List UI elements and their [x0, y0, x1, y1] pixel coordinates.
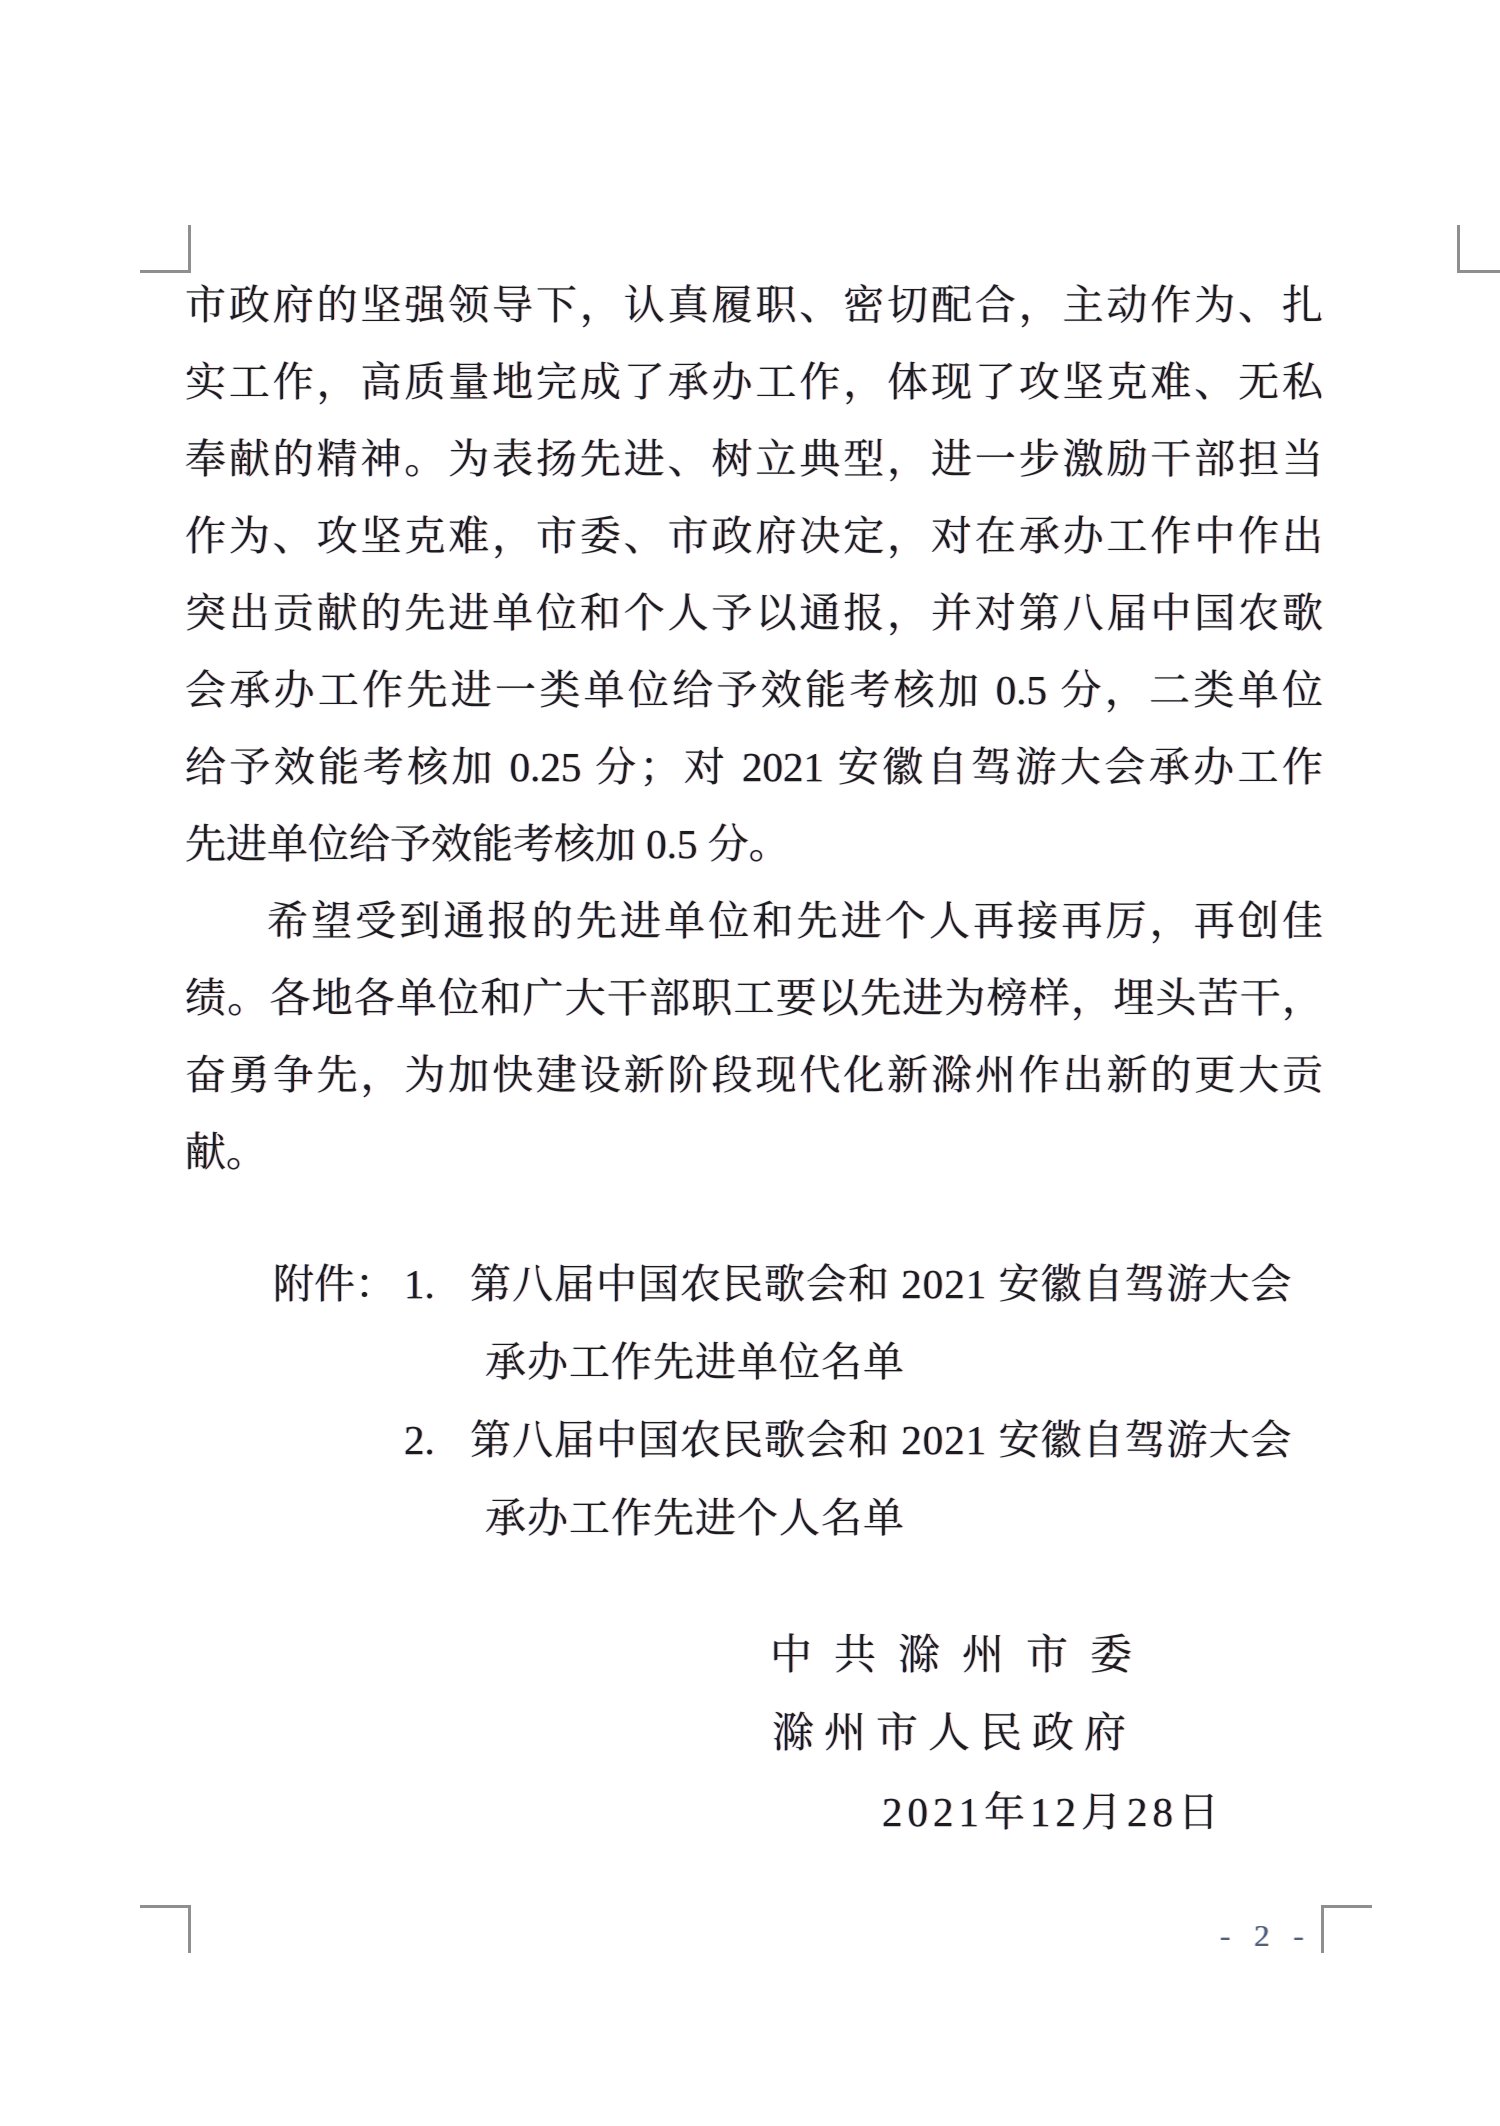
body-text: [185, 267, 1323, 1191]
signature-date: 2021年12月28日: [882, 1789, 1224, 1835]
body-line-9: 希望受到通报的先进单位和先进个人再接再厉，再创佳: [267, 898, 1323, 944]
corner-mark-top-right: [1457, 225, 1500, 273]
attachment-2-title-line-1: 第八届中国农民歌会和 2021 安徽自驾游大会: [470, 1417, 1293, 1463]
body-line-12: 献。: [185, 1129, 267, 1175]
body-line-6: 会承办工作先进一类单位给予效能考核加 0.5 分，二类单位: [185, 667, 1323, 713]
corner-mark-top-left: [140, 225, 191, 273]
attachments-section: [273, 1245, 1373, 1557]
body-line-10: 绩。各地各单位和广大干部职工要以先进为榜样，埋头苦干，: [185, 975, 1323, 1021]
signature-org-municipal-government: 滁州市人民政府: [772, 1711, 1137, 1757]
corner-mark-bottom-left: [140, 1905, 191, 1953]
attachment-1-number: 1.: [404, 1261, 435, 1307]
attachment-2-title-line-2: 承办工作先进个人名单: [485, 1495, 905, 1541]
page-number: - 2 -: [1220, 1918, 1312, 1953]
body-line-11: 奋勇争先，为加快建设新阶段现代化新滁州作出新的更大贡: [185, 1052, 1323, 1098]
body-line-5: 突出贡献的先进单位和个人予以通报，并对第八届中国农歌: [185, 590, 1323, 636]
attachment-2-number: 2.: [404, 1417, 435, 1463]
attachments-label: 附件：: [273, 1261, 396, 1307]
body-line-1: 市政府的坚强领导下，认真履职、密切配合，主动作为、扎: [185, 282, 1323, 328]
attachment-1-title-line-1: 第八届中国农民歌会和 2021 安徽自驾游大会: [470, 1261, 1293, 1307]
signature-org-party-committee: 中共滁州市委: [770, 1633, 1155, 1679]
attachment-row-2: [485, 1323, 1373, 1401]
body-line-3: 奉献的精神。为表扬先进、树立典型，进一步激励干部担当: [185, 436, 1323, 482]
corner-mark-bottom-right: [1321, 1905, 1372, 1953]
body-line-4: 作为、攻坚克难，市委、市政府决定，对在承办工作中作出: [185, 513, 1323, 559]
body-line-2: 实工作，高质量地完成了承办工作，体现了攻坚克难、无私: [185, 359, 1323, 405]
body-line-8: 先进单位给予效能考核加 0.5 分。: [185, 821, 790, 867]
attachment-row-1: [273, 1245, 1373, 1323]
attachment-row-4: [485, 1479, 1373, 1557]
attachment-row-3: [404, 1401, 1373, 1479]
body-line-7: 给予效能考核加 0.25 分；对 2021 安徽自驾游大会承办工作: [185, 744, 1323, 790]
attachment-1-title-line-2: 承办工作先进单位名单: [485, 1339, 905, 1385]
